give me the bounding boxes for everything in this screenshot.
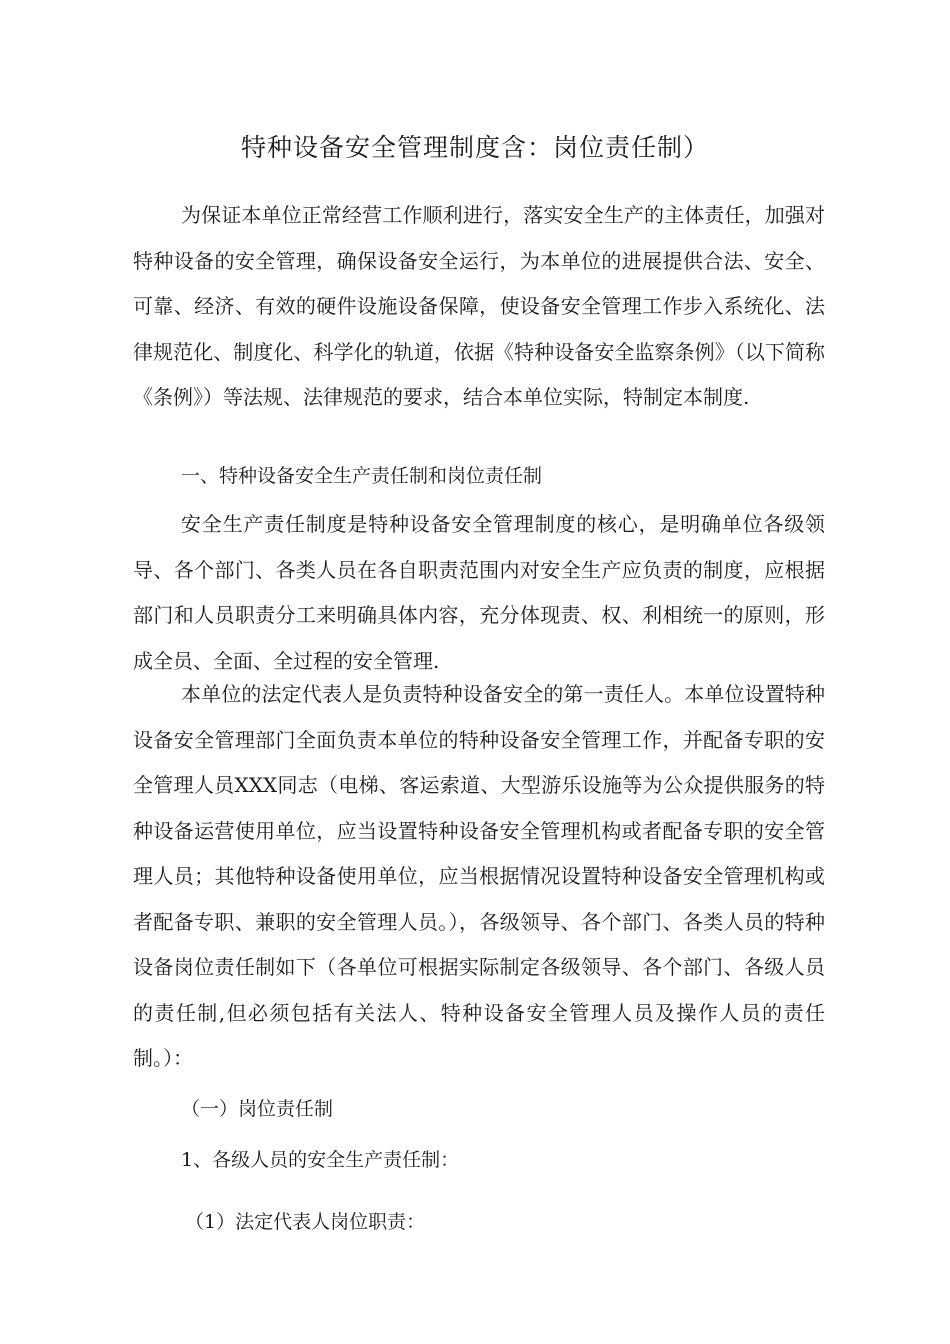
list-item-heading: 1、各级人员的安全生产责任制：: [181, 1149, 460, 1171]
section-paragraph-2: 本单位的法定代表人是负责特种设备安全的第一责任人。本单位设置特种设备安全管理部门全面负责本单位的特种设备安全管理工作，并配备专职的安全管理人员XXX同志（电梯、客运索道、大型游乐设施等为公众提供服务的特种设备运营使用单位，应当设置特种设备安全管理机构或者配备专职的安全管理人员；其他特种设备使用单位，应当根据情况设置特种设备安全管理机构或者配备专职、兼职的安全管理人员。），各级领导、各个部门、各类人员的特种设备岗位责任制如下（各单位可根据实际制定各级领导、各个部门、各级人员的责任制,但必须包括有关法人、特种设备安全管理人员及操作人员的责任制。）：: [133, 682, 825, 1070]
intro-paragraph: 为保证本单位正常经营工作顺利进行，落实安全生产的主体责任，加强对特种设备的安全管理，确保设备安全运行，为本单位的进展提供合法、安全、可靠、经济、有效的硬件设施设备保障，使设备安全管理工作步入系统化、法律规范化、制度化、科学化的轨道，依据《特种设备安全监察条例》（以下简称《条例》）等法规、法律规范的要求，结合本单位实际，特制定本制度.: [133, 203, 825, 409]
document-title: 特种设备安全管理制度含：岗位责任制）: [240, 133, 709, 162]
subsection-heading: （一）岗位责任制: [181, 1098, 334, 1120]
section-paragraph: 安全生产责任制度是特种设备安全管理制度的核心，是明确单位各级领导、各个部门、各类人员在各自职责范围内对安全生产应负责的制度，应根据部门和人员职责分工来明确具体内容，充分体现责、权、利相统一的原则，形成全员、全面、全过程的安全管理.: [133, 512, 825, 673]
list-subitem-heading: （1）法定代表人岗位职责：: [185, 1211, 426, 1233]
section-heading: 一、特种设备安全生产责任制和岗位责任制: [181, 465, 543, 487]
